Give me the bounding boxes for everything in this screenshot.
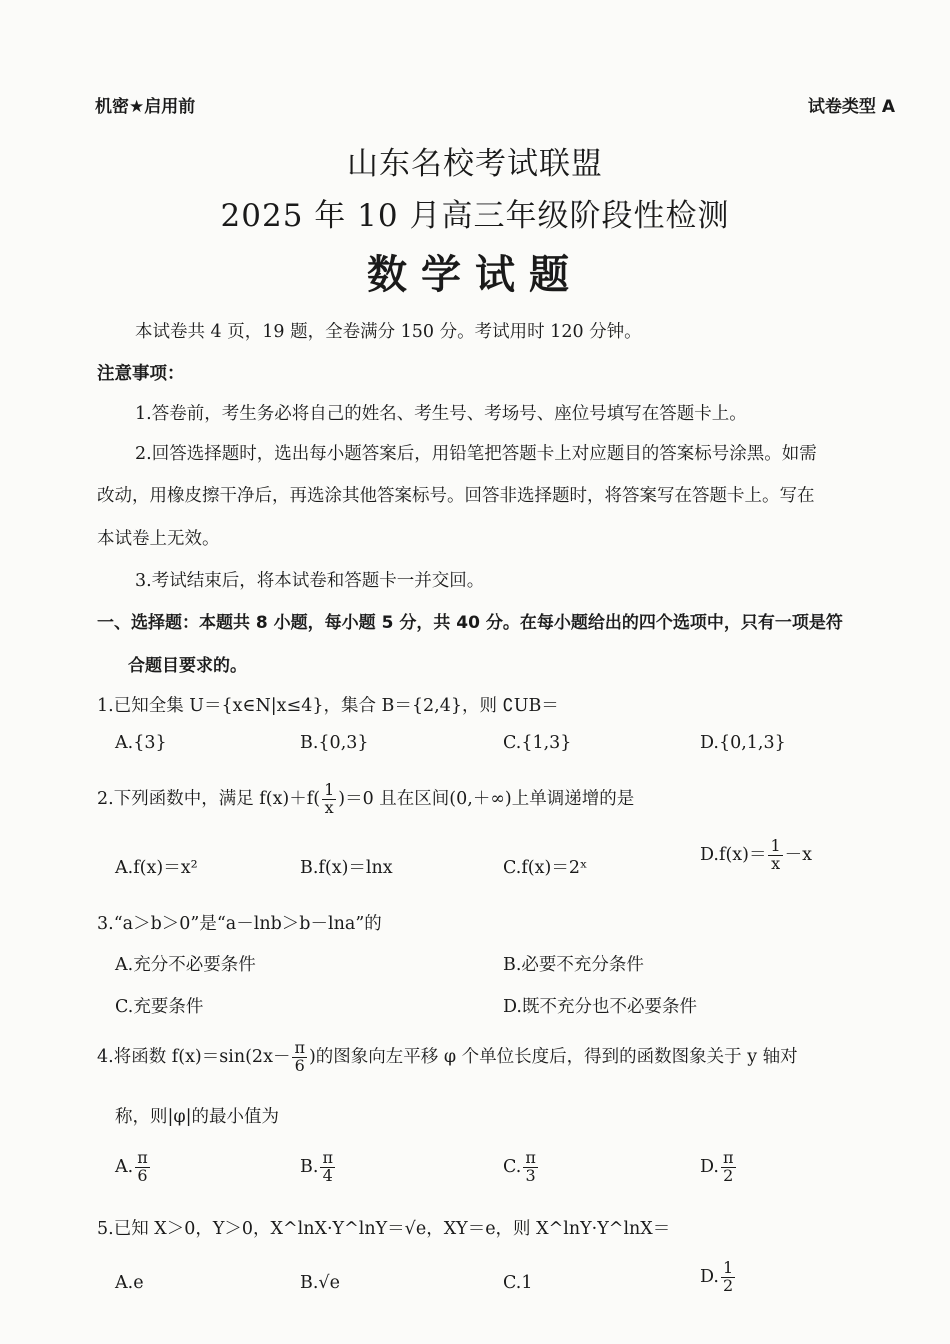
fraction-denominator: 6: [137, 1165, 148, 1185]
option-label: A.: [115, 1156, 134, 1177]
question-4-stem: [97, 1040, 798, 1075]
subject-title: 数学试题: [367, 252, 583, 298]
question-1-stem: 1.已知全集 U＝{x∈N|x≤4}，集合 B＝{2,4}，则 ∁UB＝: [97, 696, 559, 716]
section-1-heading-line-2: 合题目要求的。: [128, 656, 247, 676]
fraction-numerator: 1: [324, 780, 335, 799]
option-fraction: [523, 1150, 538, 1185]
fraction-denominator: 6: [294, 1055, 305, 1075]
question-2-stem-end: )＝0 且在区间(0,＋∞)上单调递增的是: [338, 788, 635, 809]
question-2-option-a: A.f(x)＝x²: [115, 858, 198, 878]
notice-item-2-line-2: 改动，用橡皮擦干净后，再选涂其他答案标号。回答非选择题时，将答案写在答题卡上。写在: [97, 486, 815, 506]
question-5-option-a: A.e: [115, 1273, 144, 1293]
question-2-stem: [97, 782, 634, 817]
option-fraction: [320, 1150, 335, 1185]
question-1-option-b: B.{0,3}: [300, 733, 369, 753]
paper-type-label: 试卷类型 A: [807, 97, 895, 117]
option-fraction: [135, 1150, 150, 1185]
option-label: B.: [300, 1156, 319, 1177]
question-4-option-a: [115, 1150, 152, 1185]
question-5-option-d: [700, 1260, 737, 1295]
question-4-stem-end: )的图象向左平移 φ 个单位长度后，得到的函数图象关于 y 轴对: [308, 1046, 798, 1067]
confidential-label: 机密★启用前: [95, 97, 196, 117]
question-2-fraction: [322, 782, 336, 817]
question-3-option-b: B.必要不充分条件: [503, 955, 644, 975]
notice-item-3: 3.考试结束后，将本试卷和答题卡一并交回。: [135, 571, 485, 591]
option-d-fraction: [768, 838, 782, 873]
exam-intro: 本试卷共 4 页，19 题，全卷满分 150 分。考试用时 120 分钟。: [135, 322, 642, 342]
question-3-stem: 3.“a＞b＞0”是“a－lnb＞b－lna”的: [97, 914, 382, 934]
notice-heading: 注意事项：: [97, 364, 185, 384]
question-5-option-b: B.√e: [300, 1273, 340, 1293]
option-fraction: [721, 1260, 735, 1295]
exam-alliance-title: 山东名校考试联盟: [347, 146, 603, 182]
question-3-option-d: D.既不充分也不必要条件: [503, 997, 697, 1017]
notice-item-2-line-3: 本试卷上无效。: [97, 529, 220, 549]
question-5-stem: 5.已知 X＞0，Y＞0，X^lnX·Y^lnY＝√e，XY＝e，则 X^lnY·Y^lnX＝: [97, 1219, 671, 1239]
fraction-denominator: x: [771, 853, 781, 873]
section-1-heading-line-1: 一、选择题：本题共 8 小题，每小题 5 分，共 40 分。在每小题给出的四个选项中，只有一项是符: [97, 613, 843, 633]
question-2-option-b: B.f(x)＝lnx: [300, 858, 393, 878]
question-1-option-a: A.{3}: [115, 733, 167, 753]
question-4-fraction: [292, 1040, 307, 1075]
fraction-numerator: π: [525, 1148, 536, 1167]
notice-item-2-line-1: 2.回答选择题时，选出每小题答案后，用铅笔把答题卡上对应题目的答案标号涂黑。如需: [135, 444, 817, 464]
question-1-option-c: C.{1,3}: [503, 733, 572, 753]
fraction-numerator: π: [722, 1148, 734, 1167]
question-4-stem-start: 4.将函数 f(x)＝sin(2x－: [97, 1046, 291, 1067]
fraction-numerator: 1: [770, 836, 781, 855]
question-1-option-d: D.{0,1,3}: [700, 733, 786, 753]
question-3-option-a: A.充分不必要条件: [115, 955, 256, 975]
fraction-denominator: 3: [525, 1165, 536, 1185]
question-2-option-d: [700, 838, 812, 873]
question-4-option-d: [700, 1150, 738, 1185]
fraction-numerator: π: [137, 1148, 148, 1167]
fraction-numerator: π: [294, 1038, 305, 1057]
question-2-stem-start: 2.下列函数中，满足 f(x)＋f(: [97, 788, 321, 809]
option-label: D.: [700, 1156, 719, 1177]
fraction-numerator: 1: [722, 1258, 734, 1277]
fraction-numerator: π: [322, 1148, 333, 1167]
fraction-denominator: 2: [723, 1165, 734, 1185]
question-2-option-c: C.f(x)＝2ˣ: [503, 858, 588, 878]
fraction-denominator: 2: [722, 1275, 734, 1295]
question-4-option-c: [503, 1150, 540, 1185]
option-fraction: [721, 1150, 736, 1185]
option-label: D.: [700, 1266, 719, 1287]
exam-session-title: 2025 年 10 月高三年级阶段性检测: [220, 198, 730, 234]
question-4-option-b: [300, 1150, 337, 1185]
fraction-denominator: 4: [322, 1165, 333, 1185]
option-d-start: D.f(x)＝: [700, 844, 767, 865]
question-4-stem-line-2: 称，则|φ|的最小值为: [115, 1107, 280, 1127]
option-label: C.: [503, 1156, 522, 1177]
question-3-option-c: C.充要条件: [115, 997, 204, 1017]
option-d-end: －x: [784, 844, 813, 865]
question-5-option-c: C.1: [503, 1273, 533, 1293]
notice-item-1: 1.答卷前，考生务必将自己的姓名、考生号、考场号、座位号填写在答题卡上。: [135, 404, 747, 424]
fraction-denominator: x: [324, 797, 334, 817]
